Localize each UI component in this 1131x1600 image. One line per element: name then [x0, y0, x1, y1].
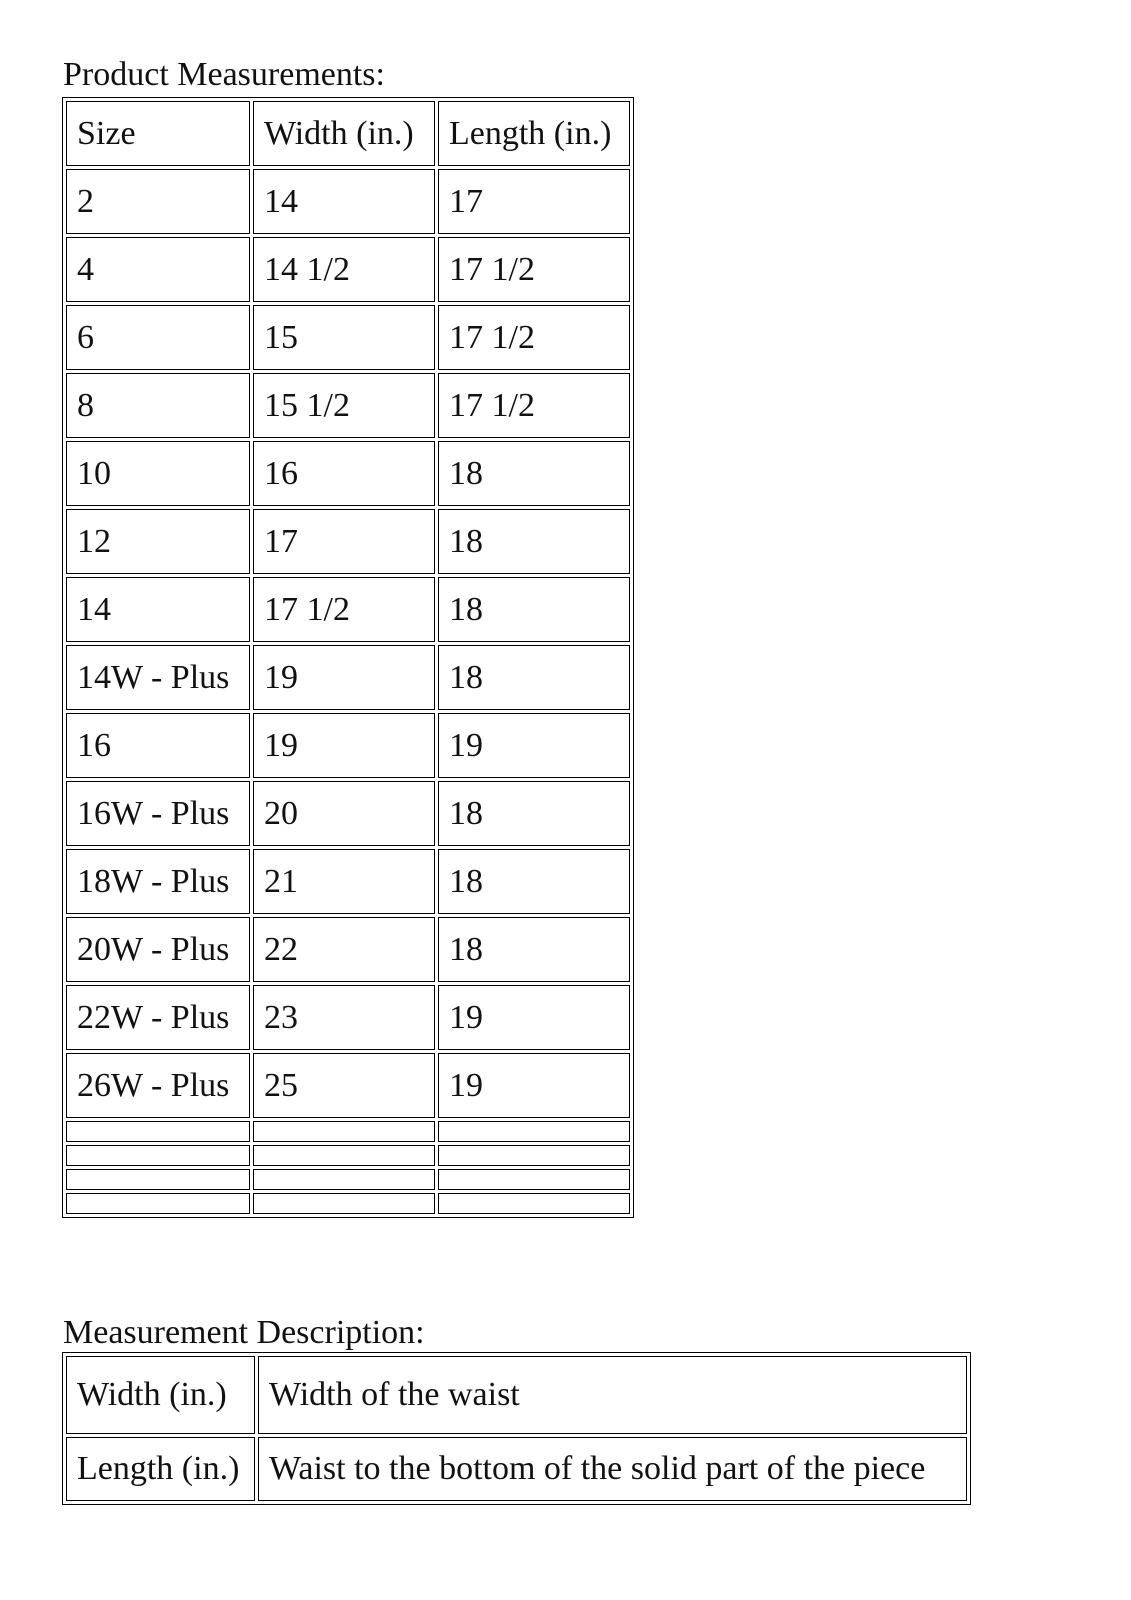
- table-cell: 21: [253, 849, 435, 914]
- table-cell: 18: [438, 577, 630, 642]
- table-row: [66, 237, 630, 302]
- table-cell: 17 1/2: [438, 237, 630, 302]
- table-row: [66, 305, 630, 370]
- table-cell: 19: [438, 985, 630, 1050]
- table-cell: [438, 1193, 630, 1214]
- table-cell: 17 1/2: [438, 305, 630, 370]
- table-row: [66, 985, 630, 1050]
- table-cell: 17: [253, 509, 435, 574]
- table-row: [66, 1053, 630, 1118]
- table-cell: 6: [66, 305, 250, 370]
- table-row: [66, 577, 630, 642]
- table-header-row: [66, 101, 630, 166]
- table-cell: 19: [253, 713, 435, 778]
- table-cell: [253, 1121, 435, 1142]
- table-cell: 16: [66, 713, 250, 778]
- empty-table-row: [66, 1193, 630, 1214]
- table-cell: [66, 1193, 250, 1214]
- table-row: [66, 169, 630, 234]
- description-row: [66, 1437, 967, 1501]
- table-cell: 22: [253, 917, 435, 982]
- product-measurements-table: [62, 97, 634, 1218]
- table-cell: 22W - Plus: [66, 985, 250, 1050]
- table-cell: 19: [438, 713, 630, 778]
- product-measurements-heading: Product Measurements:: [63, 56, 385, 93]
- table-cell: 26W - Plus: [66, 1053, 250, 1118]
- table-cell: 4: [66, 237, 250, 302]
- column-header: Length (in.): [438, 101, 630, 166]
- empty-table-row: [66, 1121, 630, 1142]
- table-cell: [66, 1121, 250, 1142]
- description-row: [66, 1356, 967, 1434]
- table-cell: [438, 1121, 630, 1142]
- table-cell: 14 1/2: [253, 237, 435, 302]
- table-cell: [253, 1169, 435, 1190]
- table-cell: 20: [253, 781, 435, 846]
- table-cell: 23: [253, 985, 435, 1050]
- table-row: [66, 713, 630, 778]
- empty-table-row: [66, 1145, 630, 1166]
- table-cell: 16W - Plus: [66, 781, 250, 846]
- description-text: Width of the waist: [258, 1356, 967, 1434]
- table-cell: [438, 1169, 630, 1190]
- table-row: [66, 781, 630, 846]
- table-cell: [253, 1193, 435, 1214]
- table-row: [66, 509, 630, 574]
- table-cell: 16: [253, 441, 435, 506]
- table-row: [66, 441, 630, 506]
- column-header: Size: [66, 101, 250, 166]
- table-cell: [253, 1145, 435, 1166]
- column-header: Width (in.): [253, 101, 435, 166]
- table-cell: 12: [66, 509, 250, 574]
- table-cell: 15 1/2: [253, 373, 435, 438]
- description-term: Length (in.): [66, 1437, 255, 1501]
- table-cell: 15: [253, 305, 435, 370]
- description-term: Width (in.): [66, 1356, 255, 1434]
- description-text: Waist to the bottom of the solid part of the piece: [258, 1437, 967, 1501]
- table-cell: 18: [438, 917, 630, 982]
- table-cell: 14W - Plus: [66, 645, 250, 710]
- table-cell: 17: [438, 169, 630, 234]
- table-cell: 18: [438, 509, 630, 574]
- table-row: [66, 917, 630, 982]
- table-cell: 14: [253, 169, 435, 234]
- table-cell: 2: [66, 169, 250, 234]
- measurement-description-table: [62, 1352, 971, 1505]
- table-cell: 10: [66, 441, 250, 506]
- table-cell: 18: [438, 441, 630, 506]
- table-cell: [66, 1169, 250, 1190]
- empty-table-row: [66, 1169, 630, 1190]
- table-cell: 18W - Plus: [66, 849, 250, 914]
- table-cell: 18: [438, 781, 630, 846]
- table-row: [66, 373, 630, 438]
- table-cell: 20W - Plus: [66, 917, 250, 982]
- table-cell: 14: [66, 577, 250, 642]
- measurement-description-heading: Measurement Description:: [63, 1314, 425, 1351]
- table-row: [66, 645, 630, 710]
- table-cell: 19: [438, 1053, 630, 1118]
- table-cell: 17 1/2: [253, 577, 435, 642]
- table-cell: 17 1/2: [438, 373, 630, 438]
- table-row: [66, 849, 630, 914]
- table-cell: 25: [253, 1053, 435, 1118]
- table-cell: 19: [253, 645, 435, 710]
- table-cell: 8: [66, 373, 250, 438]
- table-cell: 18: [438, 849, 630, 914]
- table-cell: [66, 1145, 250, 1166]
- table-cell: [438, 1145, 630, 1166]
- table-cell: 18: [438, 645, 630, 710]
